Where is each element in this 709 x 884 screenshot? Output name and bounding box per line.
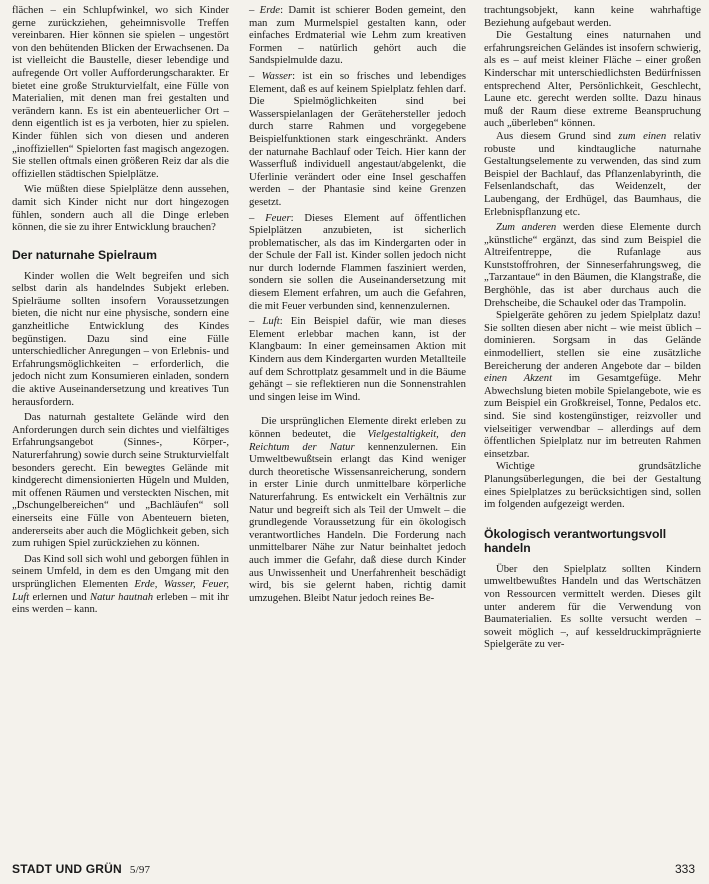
paragraph: Die Gestaltung eines naturnahen und erfahrungsreichen Geländes ist insofern schwierig, als es – auf meist kleiner Fläche – einer großen Kinderschar mit unterschiedlichsten Bedürfnissen entsprechend Alter, Persönlichkeit, Geschlecht, Laune etc. gerecht werden sollte. Dazu hinaus muß der Raum diese extreme Beanspruchung auch „überleben“ können. xyxy=(484,29,701,130)
list-item: – Wasser: ist ein so frisches und lebendiges Element, daß es auf keinem Spielplatz fehlen darf. Die Spielmöglichkeiten sind bei Wasserspielanlagen der Gerätehersteller jedoch durch starre Rahmen und vorgegebene Beispielfunktionen stark eingeschränkt. Anders der naturnahe Bachlauf oder Teich. Hier kann der Wasserfluß individuell angestaut/abgelenkt, die Uferlinie verändert oder eine Insel geschaffen werden – der Phantasie sind keine Grenzen gesetzt. xyxy=(249,69,467,208)
text-span: : Dieses Element auf öffentlichen Spielplätzen anzubieten, ist sicherlich problematischer, als das im Kindergarten oder in der Schule der Fall ist. Kinder sollen jedoch nicht nur durch lodernde Flammen fasziniert werden, sondern sie sollen die Auseinandersetzung mit diesem Element erfahren, um auch die Gefahren, die mit Feuer verbunden sind, kennenzulernen. xyxy=(249,211,466,312)
term-wasser: Wasser xyxy=(261,69,293,82)
column-2 xyxy=(249,4,466,604)
term-feuer: Feuer xyxy=(265,211,291,224)
italic-span: Vielgestaltigkeit, den Reichtum der Natur xyxy=(249,428,466,453)
paragraph xyxy=(249,415,466,604)
page-number: 333 xyxy=(674,862,695,876)
journal-title: STADT UND GRÜN xyxy=(12,862,122,876)
paragraph xyxy=(12,553,229,616)
text-span: erleben – mit ihr eins werden – kann. xyxy=(12,590,229,616)
text-span: kennenzulernen. Ein Umweltbewußtsein erlangt das Kind weniger durch theoretische Wissensanreicherung, sondern in erster Linie durch unmittelbare körperliche Naturerfahrung. Es entwickelt ein Verhältnis zur Natur und begreift sich als Teil der Umwelt – die grundlegende Voraussetzung für ein ökologisch verantwortliches Handeln. Die Forderung nach unmittelbarer Nähe zur Natur beinhaltet jedoch auch immer die Gefahr, daß diese durch Kinder aus Unwissenheit und Unerfahrenheit beschädigt wird, bis sie gelernt haben, richtig damit umzugehen. Bleibt Natur jedoch reines Be- xyxy=(249,440,466,604)
column-3 xyxy=(484,4,701,651)
footer-journal xyxy=(12,862,150,876)
text-span: im Gesamtgefüge. Mehr Abwechslung bieten mobile Spielangebote, wie es zum Beispiel ein Großkreisel, Tonne, Pedalos etc. sind. Sie sind kostengünstiger, reizvoller und vielseitiger verwendbar – allerdings auf dem öffentlichen Spielplatz nur im betreuten Rahmen einsetzbar. xyxy=(484,372,701,460)
paragraph: Über den Spielplatz sollten Kindern umweltbewußtes Handeln und das Wertschätzen von Ressourcen vermittelt werden. Dieses gilt unter anderem für die Verwendung von Baumaterialien. Es sollte versucht werden – soweit möglich –, auf kesseldruckimprägnierte Spielgeräte zu ver- xyxy=(484,562,701,651)
text-span: werden diese Elemente durch „künstliche“ ergänzt, das sind zum Beispiel die Altreifentreppe, die Rufanlage aus Kunststoffrohren, der Sinneserfahrungsweg, die „Tarzantaue“ in den Bäumen, die Klangstraße, die Berghöhle, das ist aber durchaus auch die Drehscheibe, die Schaukel oder das Trampolin. xyxy=(484,221,701,309)
text-span: : Ein Beispiel dafür, wie man dieses Element erlebbar machen kann, ist der Klangbaum: In einer gemeinsamen Aktion mit Kindern aus dem Kindergarten wurden Metallteile auf dem Schrottplatz gesammelt und in die Bäume gehängt – sie reflektieren nun die Sonnenstrahlen und singen leise im Wind. xyxy=(249,315,466,403)
text-span: relativ robuste und kindtaugliche naturnahe Gestaltungselemente zu verwenden, das sind zum Beispiel der Bachlauf, das Pflanzenlabyrinth, die Felsenlandschaft, das Weidenzelt, der Laubengang, der Erdhügel, das Baumhaus, die Erlebnispflanzung etc. xyxy=(484,129,701,218)
text-span: Die ursprünglichen Elemente direkt erleben zu können bedeutet, die xyxy=(249,415,466,440)
italic-span: zum einen xyxy=(618,129,667,142)
column-1 xyxy=(12,4,229,616)
text-span: Aus diesem Grund sind xyxy=(496,129,619,142)
paragraph: trachtungsobjekt, kann keine wahrhaftige Beziehung aufgebaut werden. xyxy=(484,4,701,29)
list-item: – Erde: Damit ist schierer Boden gemeint, den man zum Murmelspiel gestalten kann, oder einfaches Erdmaterial wie Lehm zum kreativen Formen – natürlich gehört auch die Sandspielmulde dazu. xyxy=(249,4,466,67)
text-span: : ist ein so frisches und lebendiges Element, daß es auf keinem Spielplatz fehlen darf. Die Spielmöglichkeiten sind bei Wasserspielanlagen der Gerätehersteller jedoch durch starre Rahmen und vorgegebene Beispielfunktionen stark eingeschränkt. Anders der naturnahe Bachlauf oder Teich. Hier kann der Wasserfluß individuell angestaut/abgelenkt, die Uferlinie verändert oder eine Insel geschaffen werden – der Phantasie sind keine Grenzen gesetzt. xyxy=(249,69,467,208)
term-erde: Erde xyxy=(259,4,281,16)
text-span: Das Kind soll sich wohl und geborgen fühlen in seinem Umfeld, in dem es den Umgang mit den ursprünglichen Elementen xyxy=(12,552,229,590)
paragraph: flächen – ein Schlupfwinkel, wo sich Kinder gerne zurückziehen, geheimnisvolle Treffen vereinbaren. Hier können sie spielen – ungestört von den behütenden Blicken der Erwachsenen. Da ist vielleicht die Baustelle, dieser lebendige und aufregende Ort voller Aufforderungscharakter. Er bietet eine große Strukturvielfalt, eine Fülle von Materialien, mit denen man frei gestalten und verändern kann. Es ist ein abenteuerlicher Ort – denn eigentlich ist es ja verboten, hier zu spielen. Kinder fühlen sich von diesen und anderen „inoffiziellen“ Spielorten fast magisch angezogen. Sie stellen oftmals einen größeren Reiz dar als die offiziellen städtischen Spielplätze. xyxy=(12,4,229,180)
italic-span: Erde, Wasser, Feuer, Luft xyxy=(12,577,229,603)
section-heading: Der naturnahe Spielraum xyxy=(12,247,157,262)
paragraph xyxy=(484,130,701,218)
paragraph: Das naturnah gestaltete Gelände wird den Anforderungen durch sein dichtes und vielfältiges Erfahrungsangebot (Sinnes-, Körper-, Naturerfahrung) sowie durch seine Strukturvielfalt besonders gerecht. Ein bewegtes Gelände mit kindgerecht dimensionierten Hügeln und Mulden, mit offenen Räumen und versteckten Nischen, mit „Dschungelbereichen“ und „Bachläufen“ soll einerseits eine Fülle von Abenteuern bieten, andererseits aber auch die Möglichkeit geben, sich zum ruhigen Spiel zurückziehen zu können. xyxy=(12,411,229,550)
text-span: : Damit ist schierer Boden gemeint, den man zum Murmelspiel gestalten kann, oder einfaches Erdmaterial wie Lehm zum kreativen Formen – natürlich gehört auch die Sandspielmulde dazu. xyxy=(249,4,466,67)
text-span: Spielgeräte gehören zu jedem Spielplatz dazu! Sie sollten diesen aber nicht – wie meist üblich – dominieren. Sorgsam in das Gelände einmodelliert, stellen sie eine zusätzliche Bereicherung der anderen Angebote dar – bilden xyxy=(484,309,701,372)
list-item: – Luft: Ein Beispiel dafür, wie man dieses Element erlebbar machen kann, ist der Klangbaum: In einer gemeinsamen Aktion mit Kindern aus dem Kindergarten wurden Metallteile auf dem Schrottplatz gesammelt und in die Bäume gehängt – sie reflektieren nun die Sonnenstrahlen und singen leise im Wind. xyxy=(249,315,466,403)
text-span: erlernen und xyxy=(29,590,90,603)
section-heading: Ökologisch verantwortungsvoll handeln xyxy=(484,526,667,555)
issue-number: 5/97 xyxy=(129,864,151,876)
term-luft: Luft xyxy=(262,315,280,328)
paragraph: Kinder wollen die Welt begreifen und sich selbst darin als handelndes Subjekt erleben. Spielräume sollten insofern Voraussetzungen bieten, die nicht nur eine physische, sondern eine ganzheitliche Entwicklung des Kindes begünstigen. Dazu sind eine Fülle unterschiedlicher Anregungen – von Erlebnis- und Erfahrungsmöglichkeiten – erforderlich, die jedoch nicht zum Konsumieren einladen, sondern die aktive Auseinandersetzung und kreatives Tun herausfordern. xyxy=(12,269,229,408)
paragraph xyxy=(484,221,701,309)
paragraph: Wichtige grundsätzliche Planungsüberlegungen, die bei der Gestaltung eines Spielplatzes zu berücksichtigen sind, sollen im folgenden aufgezeigt werden. xyxy=(484,460,701,511)
italic-span: einen Akzent xyxy=(484,372,553,385)
paragraph: Wie müßten diese Spielplätze denn aussehen, damit sich Kinder nicht nur dort hingezogen fühlen, sondern auch all die Dinge erleben können, die sie zu ihrer Entwicklung brauchen? xyxy=(12,183,229,234)
paragraph xyxy=(484,309,701,460)
italic-span: Zum anderen xyxy=(496,221,557,234)
list-item: – Feuer: Dieses Element auf öffentlichen Spielplätzen anzubieten, ist sicherlich problematischer, als das im Kindergarten oder in der Schule der Fall ist. Kinder sollen jedoch nicht nur durch lodernde Flammen fasziniert werden, sondern sie sollen die Auseinandersetzung mit diesem Element erfahren, um auch die Gefahren, die mit Feuer verbunden sind, kennenzulernen. xyxy=(249,211,466,312)
italic-span: Natur hautnah xyxy=(89,590,154,603)
